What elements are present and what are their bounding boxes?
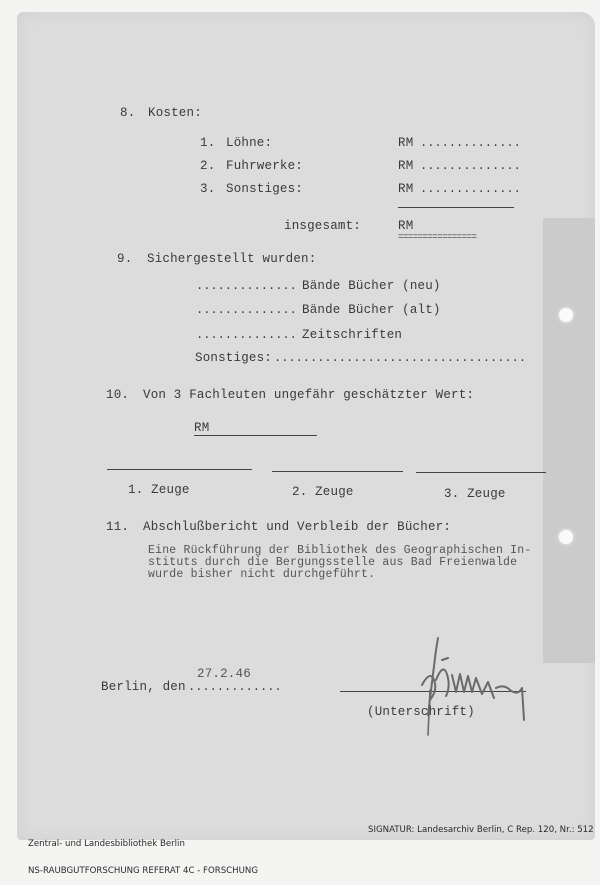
witness-3-label: 3. Zeuge [444, 487, 506, 501]
signature-label: (Unterschrift) [367, 705, 475, 719]
section-number: 11. [106, 520, 130, 534]
report-line: stituts durch die Bergungsstelle aus Bad Freienwalde [148, 556, 518, 569]
section-title: Von 3 Fachleuten ungefähr geschätzter Wert: [143, 388, 475, 402]
books-new-count-field[interactable]: .............. [196, 279, 297, 293]
handwritten-signature [400, 630, 540, 740]
report-line: wurde bisher nicht durchgeführt. [148, 568, 376, 581]
punch-hole-bottom [559, 530, 573, 544]
transport-value-field[interactable]: .............. [420, 159, 521, 173]
section-number: 8. [120, 106, 136, 120]
archive-footer-left [28, 822, 258, 885]
periodicals-label: Zeitschriften [302, 328, 403, 342]
sum-line [398, 207, 514, 208]
other-value-field[interactable]: .............. [420, 182, 521, 196]
department-name: NS-RAUBGUTFORSCHUNG REFERAT 4C - FORSCHUNG [28, 866, 259, 876]
section-title: Kosten: [148, 106, 202, 120]
currency-label: RM [398, 219, 414, 233]
witness-1-label: 1. Zeuge [128, 483, 190, 497]
witness-1-signature-line[interactable] [107, 469, 252, 470]
witness-2-label: 2. Zeuge [292, 485, 354, 499]
wages-value-field[interactable]: .............. [420, 136, 521, 150]
archive-signature: SIGNATUR: Landesarchiv Berlin, C Rep. 120, Nr.: 512 [368, 825, 594, 835]
item-number: 1. [200, 136, 216, 150]
currency-label: RM [398, 159, 414, 173]
binding-strip [543, 218, 595, 663]
other-label: Sonstiges: [195, 351, 273, 365]
item-label-other: Sonstiges: [226, 182, 304, 196]
books-old-label: Bände Bücher (alt) [302, 303, 441, 317]
witness-2-signature-line[interactable] [272, 471, 403, 472]
item-label-wages: Löhne: [226, 136, 273, 150]
other-items-field[interactable]: ................................... [274, 351, 527, 365]
periodicals-count-field[interactable]: .............. [196, 328, 297, 342]
total-label: insgesamt: [284, 219, 362, 233]
date-field[interactable]: ............. [188, 680, 282, 694]
value-line[interactable] [194, 435, 317, 436]
total-double-underline: ================ [398, 232, 477, 242]
books-new-label: Bände Bücher (neu) [302, 279, 441, 293]
section-number: 10. [106, 388, 130, 402]
books-old-count-field[interactable]: .............. [196, 303, 297, 317]
section-number: 9. [117, 252, 133, 266]
date-value: 27.2.46 [197, 667, 251, 681]
report-line: Eine Rückführung der Bibliothek des Geographischen In- [148, 544, 532, 557]
item-number: 2. [200, 159, 216, 173]
witness-3-signature-line[interactable] [416, 472, 546, 473]
place-label: Berlin, den [101, 680, 186, 694]
item-number: 3. [200, 182, 216, 196]
section-title: Sichergestellt wurden: [147, 252, 317, 266]
currency-label: RM [398, 182, 414, 196]
library-name: Zentral- und Landesbibliothek Berlin [28, 839, 185, 849]
currency-label: RM [194, 421, 210, 435]
section-title: Abschlußbericht und Verbleib der Bücher: [143, 520, 452, 534]
item-label-transport: Fuhrwerke: [226, 159, 304, 173]
punch-hole-top [559, 308, 573, 322]
currency-label: RM [398, 136, 414, 150]
